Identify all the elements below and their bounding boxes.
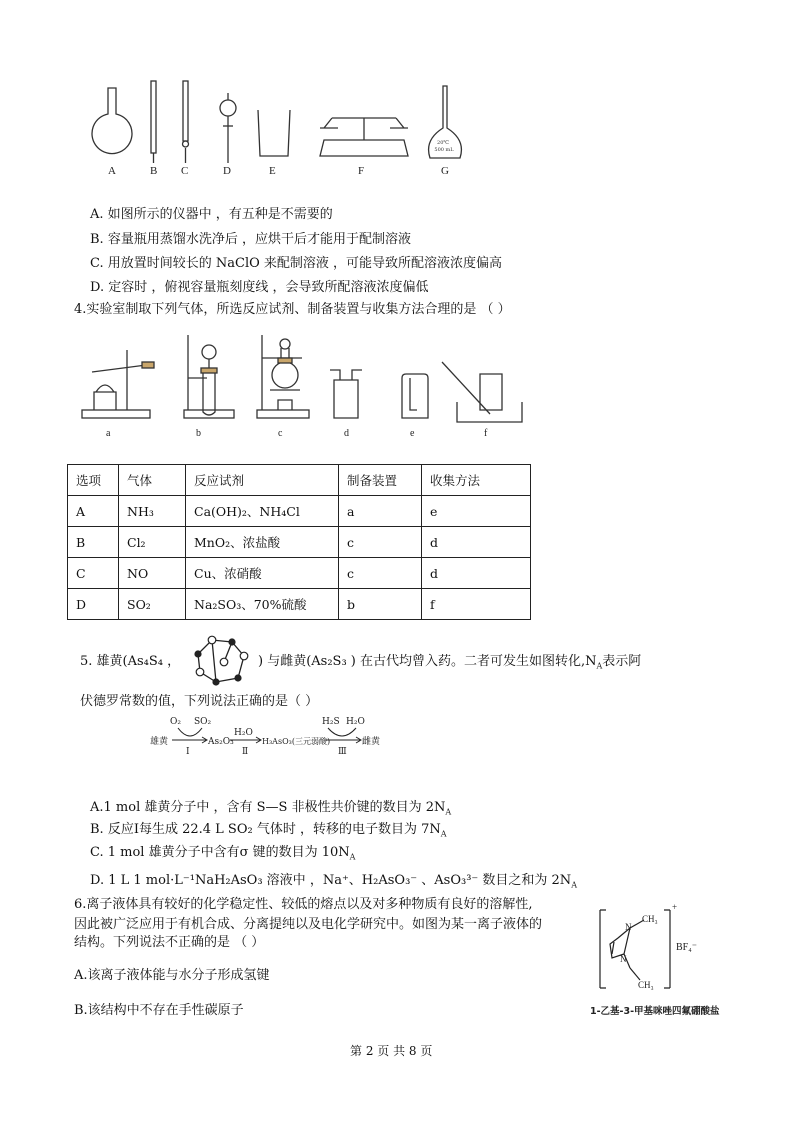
label-f: F (358, 165, 365, 177)
q5-option-a: A.1 mol 雄黄分子中 ，含有 S—S 非极性共价键的数目为 $2N_A$ (90, 800, 452, 817)
table-cell: NO (119, 558, 186, 589)
q3-option-a: A. 如图所示的仪器中 ，有五种是不需要的 (90, 207, 333, 222)
q5-stem-line2: 伏德罗常数的值，下列说法正确的是（ ） (80, 694, 319, 709)
scheme-step1: Ⅰ (186, 747, 190, 757)
ethyl-ch3: CH₃ (638, 980, 654, 990)
ionic-liquid-structure (590, 902, 740, 1020)
table-header-row (68, 465, 531, 496)
header-cell: 反应试剂 (186, 465, 339, 496)
apparatus-figure-gas (72, 330, 532, 442)
gas-label-f: f (484, 428, 488, 439)
table-cell: Cl₂ (119, 527, 186, 558)
q5-option-d: D. 1 L 1 mol·L⁻¹NaH₂AsO₃ 溶液中 ，Na⁺、H₂AsO₃⁻ 、AsO₃³⁻ 数目之和为 $2N_A$ (90, 873, 577, 890)
scheme-o2: O₂ (170, 717, 181, 727)
gas-label-b: b (196, 428, 201, 439)
atom-n1: N (625, 922, 632, 932)
q4-options-table (67, 464, 531, 620)
table-cell: SO₂ (119, 589, 186, 620)
table-cell: c (339, 558, 422, 589)
table-cell: Ca(OH)₂、NH₄Cl (186, 496, 339, 527)
table-row (68, 589, 531, 620)
table-cell: d (422, 558, 531, 589)
scheme-so2: SO₂ (194, 717, 212, 727)
q5-reaction-scheme (150, 714, 390, 766)
q6-stem-line1: 6.离子液体具有较好的化学稳定性、较低的熔点以及对多种物质有良好的溶解性, (74, 897, 533, 912)
scheme-h2s: H₂S (322, 717, 340, 727)
table-cell: Cu、浓硝酸 (186, 558, 339, 589)
table-cell: d (422, 527, 531, 558)
table-cell: MnO₂、浓盐酸 (186, 527, 339, 558)
charge-plus: + (672, 902, 678, 912)
separatory-funnel (220, 100, 236, 116)
table-cell: c (339, 527, 422, 558)
header-cell: 气体 (119, 465, 186, 496)
burette-c (183, 81, 188, 141)
burette-b (151, 81, 156, 153)
header-cell: 选项 (68, 465, 119, 496)
table-cell: D (68, 589, 119, 620)
apparatus-figure-top (88, 78, 468, 178)
q3-option-d: D. 定容时 ，俯视容量瓶刻度线 ，会导致所配溶液浓度偏低 (90, 280, 429, 295)
gas-label-e: e (410, 428, 415, 439)
table-row (68, 527, 531, 558)
q6-stem-line3: 结构。下列说法不正确的是 （ ） (74, 935, 265, 950)
realgar-structure (188, 632, 254, 690)
scheme-start: 雄黄 (150, 737, 169, 747)
scheme-step2: Ⅱ (242, 747, 249, 757)
q5-option-b: B. 反应Ⅰ每生成 22.4 L SO₂ 气体时 ，转移的电子数目为 $7N_A$ (90, 822, 447, 839)
scheme-mid1: As₂O₃ (208, 737, 234, 747)
beaker (258, 110, 290, 156)
label-c: C (181, 165, 189, 177)
table-cell: Na₂SO₃、70%硫酸 (186, 589, 339, 620)
methyl-group: CH₃ (642, 914, 658, 924)
table-row (68, 496, 531, 527)
q3-option-c: C. 用放置时间较长的 NaClO 来配制溶液 ，可能导致所配溶液浓度偏高 (90, 256, 503, 271)
table-cell: e (422, 496, 531, 527)
scheme-step3: Ⅲ (338, 747, 347, 757)
label-d: D (223, 165, 231, 177)
header-cell: 收集方法 (422, 465, 531, 496)
label-e: E (269, 165, 276, 177)
table-cell: a (339, 496, 422, 527)
table-cell: NH₃ (119, 496, 186, 527)
q6-option-a: A.该离子液体能与水分子形成氢键 (74, 968, 270, 983)
label-a: A (108, 165, 116, 177)
table-row (68, 558, 531, 589)
gas-label-d: d (344, 428, 349, 439)
page-footer: 第 2 页 共 8 页 (350, 1044, 433, 1058)
structure-caption: 1-乙基-3-甲基咪唑四氟硼酸盐 (590, 1006, 720, 1017)
q6-option-b: B.该结构中不存在手性碳原子 (74, 1003, 244, 1018)
table-cell: A (68, 496, 119, 527)
flask-temp: 20℃ (437, 140, 449, 146)
header-cell: 制备装置 (339, 465, 422, 496)
scheme-h2o: H₂O (234, 728, 253, 738)
table-cell: C (68, 558, 119, 589)
q5-stem-part2: ) 与雌黄(As₂S₃ ) 在古代均曾入药。二者可发生如图转化$,N_A$表示阿 (258, 654, 642, 671)
label-g: G (441, 165, 449, 177)
table-cell: f (422, 589, 531, 620)
atom-n2: N (620, 954, 627, 964)
q5-stem-part1: 5. 雄黄(As₄S₄ ， (80, 654, 181, 669)
table-cell: B (68, 527, 119, 558)
scheme-h2o-out: H₂O (346, 717, 365, 727)
q5-option-c: C. 1 mol 雄黄分子中含有σ 键的数目为 $10N_A$ (90, 845, 356, 862)
label-b: B (150, 165, 158, 177)
gas-label-a: a (106, 428, 111, 439)
scheme-mid2: H₃AsO₃(三元弱酸) (262, 737, 331, 746)
round-flask (92, 88, 132, 154)
q6-stem-line2: 因此被广泛应用于有机合成、分离提纯以及电化学研究中。如图为某一离子液体的 (74, 917, 543, 932)
q3-option-b: B. 容量瓶用蒸馏水洗净后 ，应烘干后才能用于配制溶液 (90, 232, 411, 247)
scheme-end: 雌黄 (362, 737, 381, 747)
bf4-anion: BF₄⁻ (676, 942, 697, 953)
balance (320, 118, 408, 156)
table-cell: b (339, 589, 422, 620)
q4-stem: 4.实验室制取下列气体，所选反应试剂、制备装置与收集方法合理的是 （ ） (74, 302, 511, 317)
flask-volume: 500 mL (434, 147, 454, 153)
gas-label-c: c (278, 428, 283, 439)
